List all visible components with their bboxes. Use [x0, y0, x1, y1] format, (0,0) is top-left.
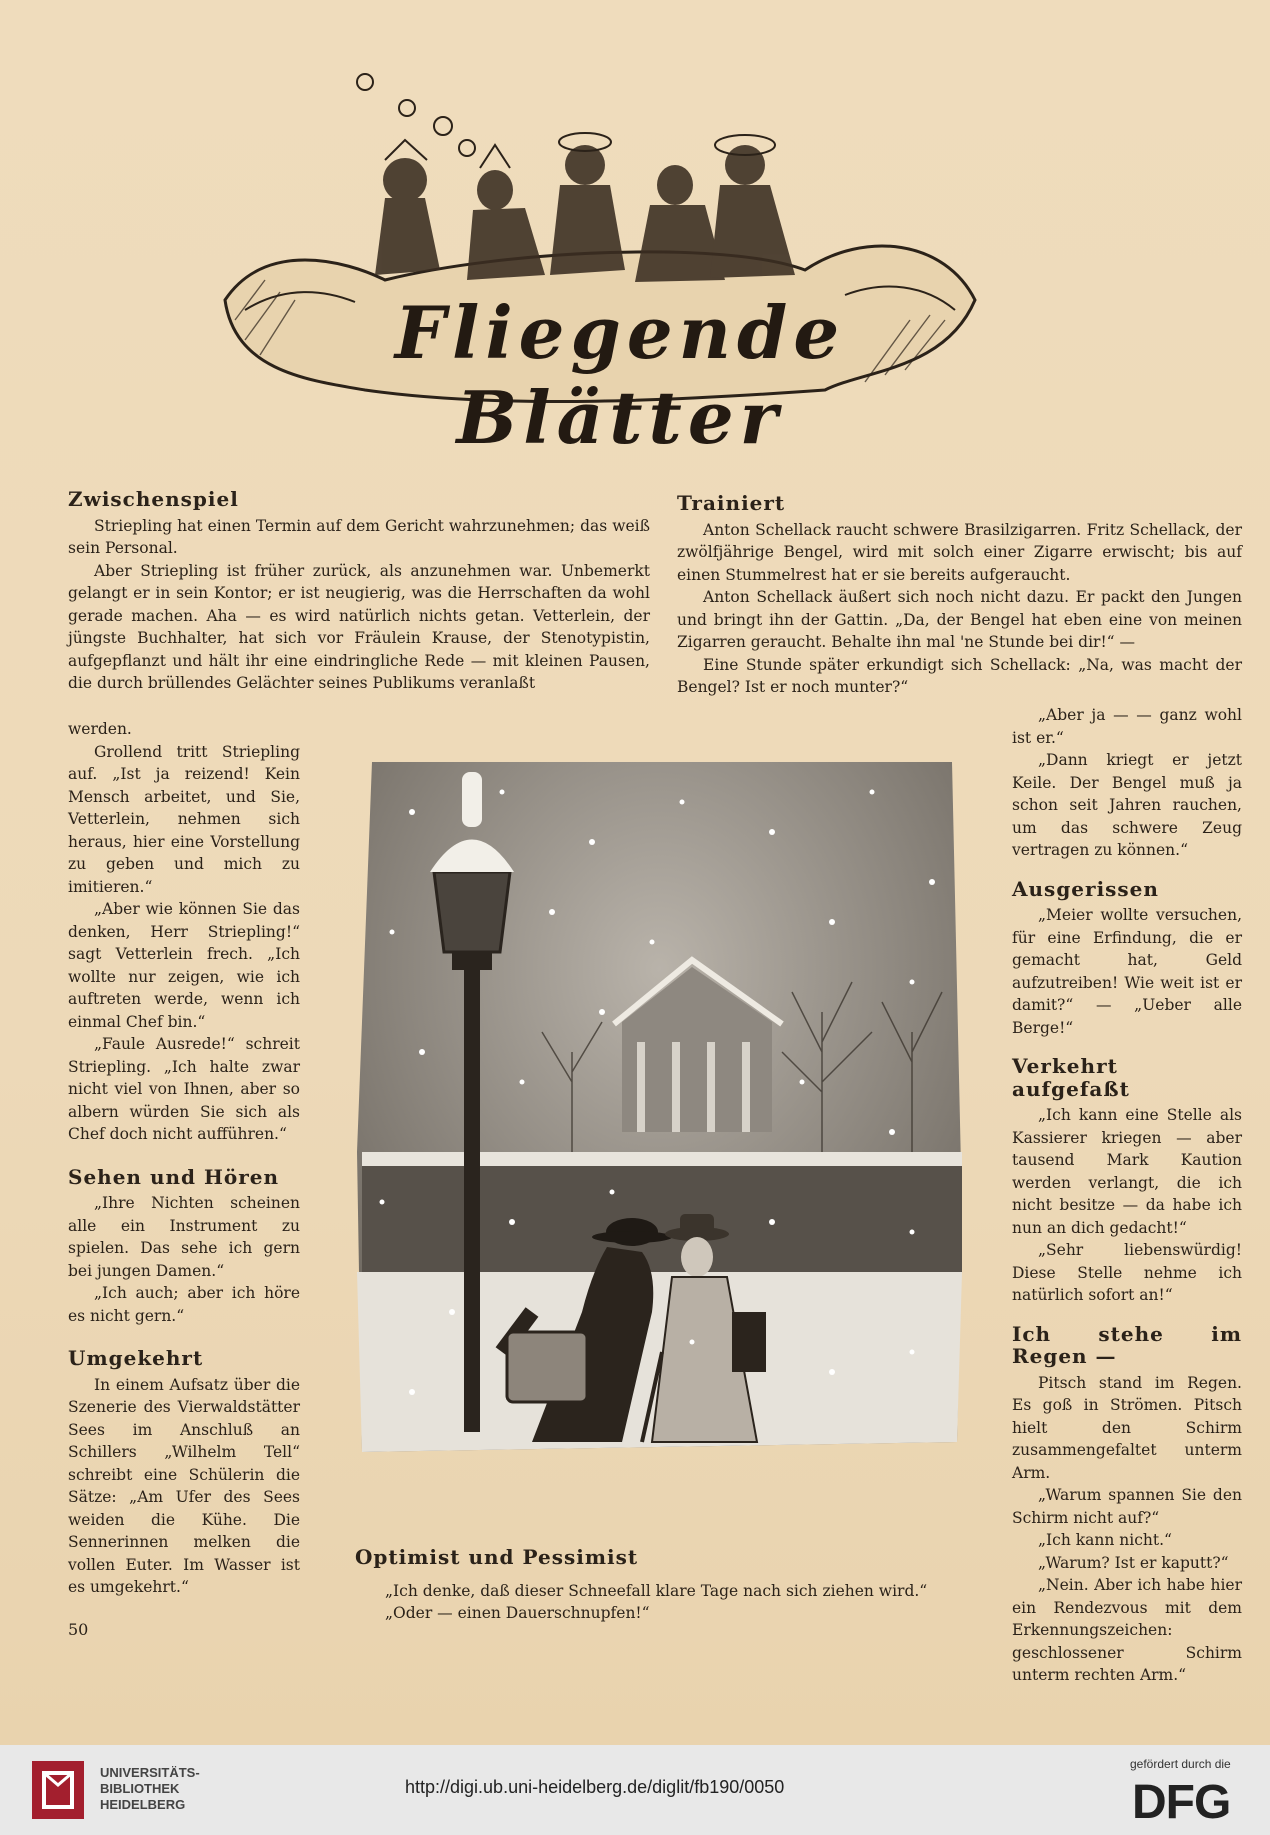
caption-line: „Ich denke, daß dieser Schneefall klare Tage nach sich ziehen wird.“ [385, 1582, 928, 1600]
paragraph: werden. [68, 720, 132, 738]
paragraph: „Ich auch; aber ich höre es nicht gern.“ [68, 1284, 300, 1325]
library-name [100, 1765, 200, 1813]
source-url-link[interactable]: http://digi.ub.uni-heidelberg.de/diglit/fb190/0050 [405, 1777, 785, 1797]
caption-text [385, 1580, 927, 1624]
heading-trainiert: Trainiert [677, 491, 786, 515]
masthead-title: Fliegende Blätter [394, 290, 846, 460]
paragraph: „Nein. Aber ich habe hier ein Rendezvous mit dem Erkennungszeichen: geschlossener Schirm unterm rechten Arm.“ [1012, 1576, 1242, 1684]
left-column-narrow [68, 718, 300, 1599]
paragraph: „Ich kann eine Stelle als Kassierer kriegen — aber tausend Mark Kaution werden verlangt, die ich nicht besitze — da habe ich nun an dich gedacht!“ [1012, 1106, 1242, 1237]
university-logo-icon [28, 1757, 88, 1823]
paragraph: Anton Schellack raucht schwere Brasilzigarren. Fritz Schellack, der zwölfjährige Bengel, wird mit solch einer Zigarre erwischt; bis auf einen Stummelrest hat er sie bereits aufgeraucht. [677, 520, 1242, 584]
paragraph: „Warum spannen Sie den Schirm nicht auf?“ [1012, 1486, 1242, 1527]
paragraph: Pitsch stand im Regen. Es goß in Strömen. Pitsch hielt den Schirm zusammengefaltet unterm Arm. [1012, 1373, 1242, 1482]
paragraph: Aber Striepling ist früher zurück, als anzunehmen war. Unbemerkt gelangt er in sein Kontor; er ist neugierig, was die Herrschaften da wohl gerade machen. Aha — es wird natürlich nichts getan. Vetterlein, der jüngste Buchhalter, hat sich vor Fräulein Krause, der Stenotypistin, aufgepflanzt und hält ihr eine eindringliche Rede — mit kleinen Pausen, die durch brüllendes Gelächter seines Publikums veranlaßt [68, 561, 650, 692]
paragraph: „Aber ja — — ganz wohl ist er.“ [1012, 706, 1242, 747]
heading-zwischenspiel: Zwischenspiel [68, 487, 239, 511]
paragraph: Eine Stunde später erkundigt sich Schellack: „Na, was macht der Bengel? Ist er noch munter?“ [677, 655, 1242, 696]
heading-verkehrt-aufgefasst: Verkehrt aufgefaßt [1012, 1054, 1130, 1101]
page-number: 50 [68, 1620, 89, 1639]
paragraph: „Meier wollte versuchen, für eine Erfindung, die er gemacht hat, Geld aufzutreiben! Wie weit ist er damit?“ — „Ueber alle Berge!“ [1012, 906, 1242, 1037]
left-column-top [68, 488, 650, 695]
paragraph: „Faule Ausrede!“ schreit Striepling. „Ich halte zwar nicht viel von Ihnen, aber so albern würden Sie sich als Chef doch nicht aufführen.“ [68, 1035, 300, 1143]
heading-ausgerissen: Ausgerissen [1012, 876, 1159, 901]
paragraph: „Ich kann nicht.“ [1038, 1531, 1172, 1549]
paragraph: „Dann kriegt er jetzt Keile. Der Bengel muß ja schon seit Jahren rauchen, um das schwere Zeug vertragen zu können.“ [1012, 751, 1242, 859]
heading-sehen-und-hoeren: Sehen und Hören [68, 1164, 280, 1189]
paragraph: Grollend tritt Striepling auf. „Ist ja reizend! Kein Mensch arbeitet, und Sie, Vetterlein, nehmen sich heraus, hier eine Vorstellung zu geben und mich zu imitieren.“ [68, 742, 300, 896]
library-name-line: UNIVERSITÄTS- [100, 1765, 200, 1780]
paragraph: „Aber wie können Sie das denken, Herr Striepling!“ sagt Vetterlein frech. „Ich wollte nur zeigen, wie ich auftreten werde, wenn ich einmal Chef bin.“ [68, 900, 300, 1031]
right-column-top [677, 492, 1242, 699]
heading-ich-stehe-im-regen: Ich stehe im Regen — [1012, 1321, 1242, 1368]
footer-bar [0, 1745, 1270, 1835]
snow-scene-illustration [352, 752, 970, 1467]
caption-title: Optimist und Pessimist [355, 1545, 639, 1569]
paragraph: „Sehr liebenswürdig! Diese Stelle nehme ich natürlich sofort an!“ [1012, 1241, 1242, 1304]
paragraph: „Ihre Nichten scheinen alle ein Instrument zu spielen. Das sehe ich gern bei jungen Damen.“ [68, 1194, 300, 1280]
dfg-logo: DFG [1132, 1776, 1231, 1829]
paragraph: Striepling hat einen Termin auf dem Gericht wahrzunehmen; das weiß sein Personal. [68, 516, 650, 557]
library-name-line: HEIDELBERG [100, 1797, 186, 1812]
heading-umgekehrt: Umgekehrt [68, 1346, 204, 1370]
paragraph: In einem Aufsatz über die Szenerie des Vierwaldstätter Sees im Anschluß an Schillers „Wilhelm Tell“ schreibt eine Schülerin die Sätze: „Am Ufer des Sees weiden die Kühe. Die Sennerinnen melken die vollen Euter. Im Wasser ist es umgekehrt.“ [68, 1375, 300, 1596]
library-name-line: BIBLIOTHEK [100, 1781, 180, 1796]
caption-line: „Oder — einen Dauerschnupfen!“ [385, 1604, 650, 1622]
funded-by-label: gefördert durch die [1130, 1757, 1231, 1771]
paragraph: „Warum? Ist er kaputt?“ [1038, 1553, 1229, 1572]
right-column-narrow [1012, 704, 1242, 1687]
paragraph: Anton Schellack äußert sich noch nicht dazu. Er packt den Jungen und bringt ihn der Gattin. „Da, der Bengel hat eben eine von meinen Zigarren geraucht. Behalte ihn mal 'ne Stunde bei dir!“ — [677, 588, 1242, 651]
